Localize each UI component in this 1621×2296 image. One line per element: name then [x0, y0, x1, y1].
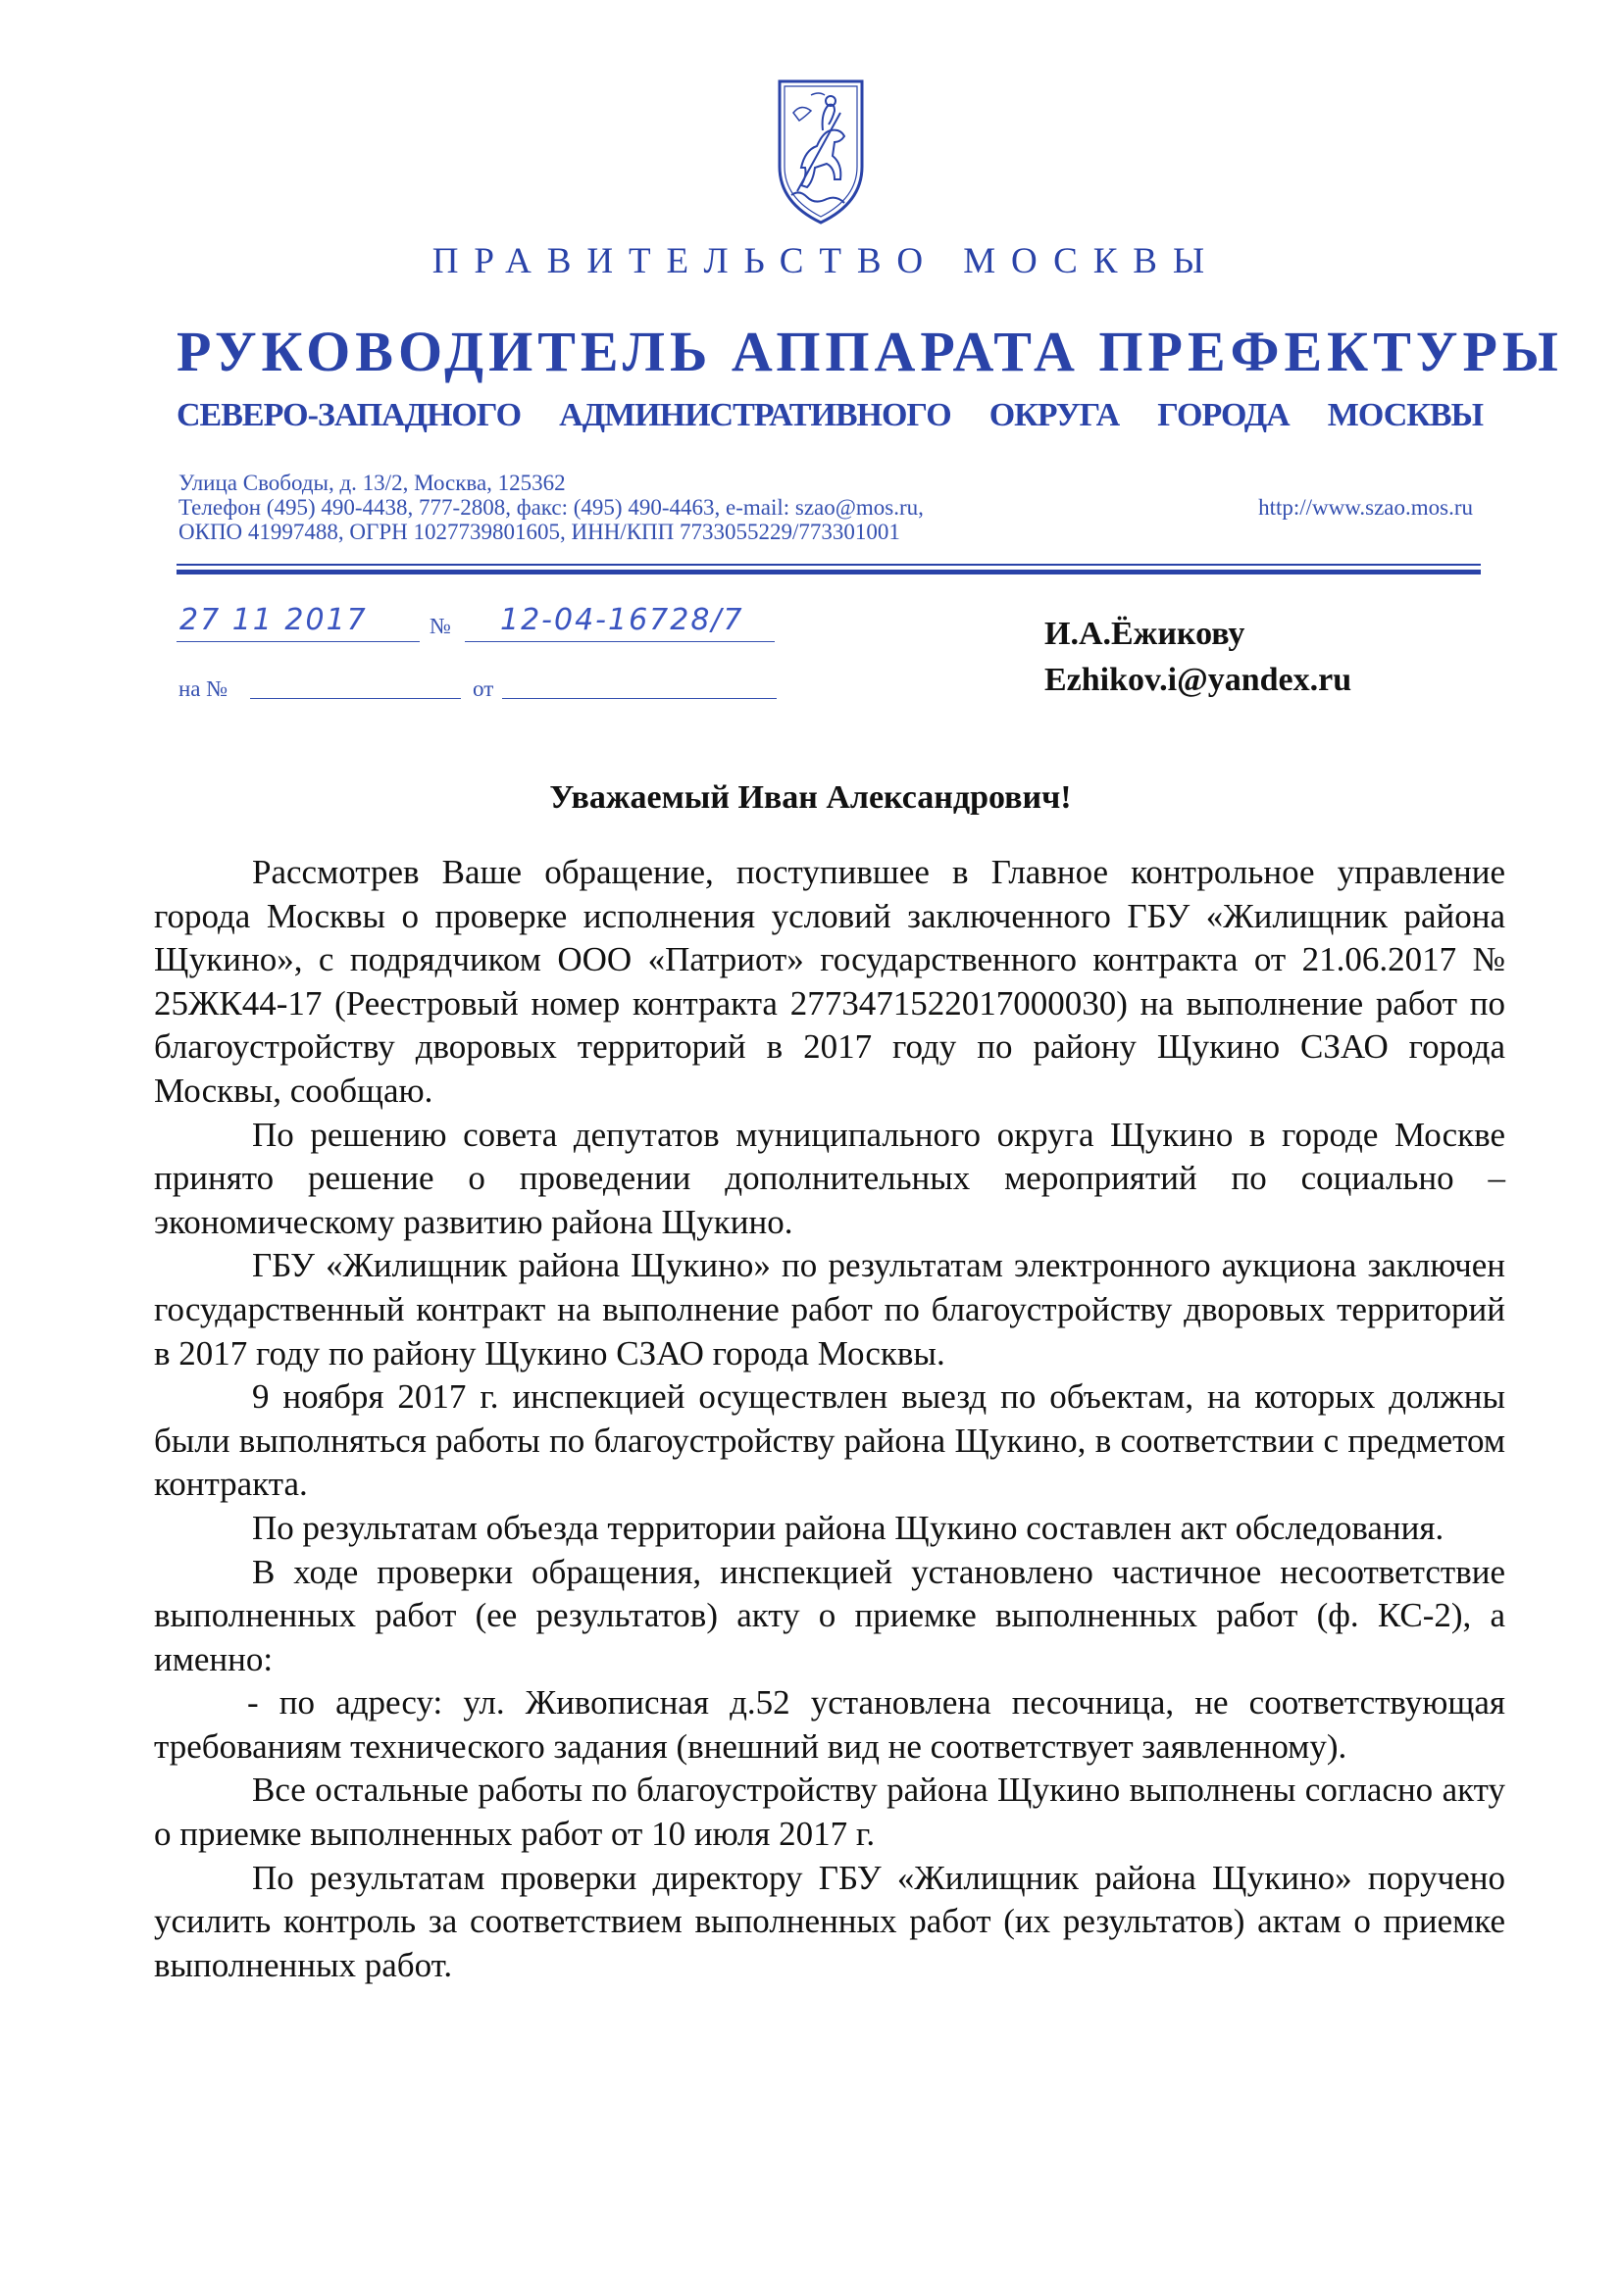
date-handwritten: 27 11 2017 — [179, 603, 368, 637]
ref-date-label: от — [473, 676, 494, 701]
number-underline — [465, 641, 775, 642]
letter-body — [154, 851, 1505, 1987]
recipient-name: И.А.Ёжикову — [1044, 616, 1245, 652]
contacts-line — [178, 495, 1473, 520]
letterhead-title: РУКОВОДИТЕЛЬ АППАРАТА ПРЕФЕКТУРЫ — [177, 320, 1563, 383]
divider-thin — [177, 564, 1481, 566]
paragraph: 9 ноября 2017 г. инспекцией осуществлен выезд по объектам, на которых должны были выполняться работы по благоустройству района Щукино, в соответствии с предметом контракта. — [154, 1377, 1505, 1504]
paragraph: Все остальные работы по благоустройству района Щукино выполнены согласно акту о приемке выполненных работ от 10 июля 2017 г. — [154, 1771, 1505, 1854]
date-underline — [177, 641, 420, 642]
number-handwritten: 12-04-16728/7 — [500, 603, 744, 637]
paragraph: По результатам объезда территории района Щукино составлен акт обследования. — [252, 1508, 1444, 1547]
government-title: ПРАВИТЕЛЬСТВО МОСКВЫ — [431, 241, 1221, 281]
paragraph: В ходе проверки обращения, инспекцией установлено частичное несоответствие выполненных работ (ее результатов) акту о приемке выполненных работ (ф. КС-2), а именно: — [154, 1552, 1505, 1678]
recipient-email: Ezhikov.i@yandex.ru — [1044, 662, 1352, 698]
number-label: № — [430, 614, 451, 638]
paragraph: По решению совета депутатов муниципального округа Щукино в городе Москве принято решение о проведении дополнительных мероприятий по социально – экономическому развитию района Щукино. — [154, 1115, 1505, 1241]
moscow-coat-of-arms-icon — [772, 74, 870, 230]
website-link[interactable]: http://www.szao.mos.ru — [1258, 495, 1473, 520]
ref-number-underline — [250, 698, 461, 699]
paragraph: По результатам проверки директору ГБУ «Жилищник района Щукино» поручено усилить контроль за соответствием выполненных работ (их результатов) актам о приемке выполненных работ. — [154, 1858, 1505, 1984]
contacts-text: Телефон (495) 490-4438, 777-2808, факс: (495) 490-4463, e-mail: szao@mos.ru, — [178, 495, 924, 520]
greeting: Уважаемый Иван Александрович! — [549, 779, 1072, 816]
paragraph: ГБУ «Жилищник района Щукино» по результатам электронного аукциона заключен государственный контракт на выполнение работ по благоустройству дворовых территорий в 2017 году по району Щукино СЗАО города Москвы. — [154, 1246, 1505, 1373]
requisites-line: ОКПО 41997488, ОГРН 1027739801605, ИНН/КПП 7733055229/773301001 — [178, 520, 900, 544]
ref-date-underline — [502, 698, 777, 699]
letterhead-subtitle: СЕВЕРО-ЗАПАДНОГО АДМИНИСТРАТИВНОГО ОКРУГА ГОРОДА МОСКВЫ — [177, 397, 1483, 433]
address-line: Улица Свободы, д. 13/2, Москва, 125362 — [178, 471, 566, 495]
paragraph: - по адресу: ул. Живописная д.52 установлена песочница, не соответствующая требованиям технического задания (внешний вид не соответствует заявленному). — [154, 1683, 1505, 1766]
ref-number-label: на № — [178, 676, 228, 701]
paragraph: Рассмотрев Ваше обращение, поступившее в Главное контрольное управление города Москвы о проверке исполнения условий заключенного ГБУ «Жилищник района Щукино», с подрядчиком ООО «Патриот» государственного контракта от 21.06.2017 № 25ЖК44-17 (Реестровый номер контракта 2773471522017000030) на выполнение работ по благоустройству дворовых территорий в 2017 году по району Щукино СЗАО города Москвы, сообщаю. — [154, 853, 1505, 1110]
divider-thick — [177, 570, 1481, 574]
